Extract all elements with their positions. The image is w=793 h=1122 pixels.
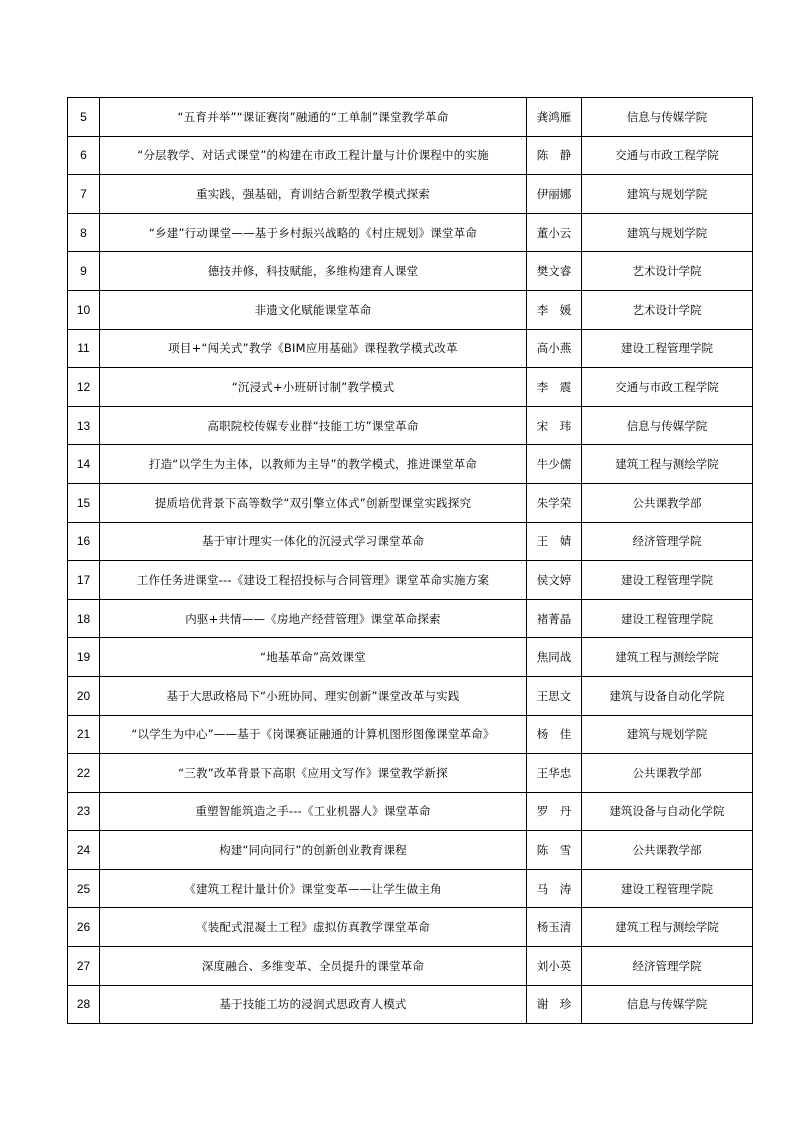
table-row — [68, 406, 753, 445]
row-number: 21 — [68, 715, 100, 754]
person-name: 陈 静 — [527, 136, 582, 175]
person-name: 杨玉清 — [527, 908, 582, 947]
table-row — [68, 98, 753, 137]
project-title: 提质培优背景下高等数学“双引擎立体式”创新型课堂实践探究 — [100, 483, 527, 522]
table-row — [68, 561, 753, 600]
department-name: 艺术设计学院 — [582, 290, 753, 329]
table-row — [68, 869, 753, 908]
department-name: 公共课教学部 — [582, 483, 753, 522]
person-name: 侯文婷 — [527, 561, 582, 600]
row-number: 16 — [68, 522, 100, 561]
table-row — [68, 638, 753, 677]
row-number: 10 — [68, 290, 100, 329]
person-name: 牛少儒 — [527, 445, 582, 484]
project-table — [67, 97, 753, 1024]
row-number: 25 — [68, 869, 100, 908]
person-name: 陈 雪 — [527, 831, 582, 870]
project-title: 非遗文化赋能课堂革命 — [100, 290, 527, 329]
row-number: 8 — [68, 213, 100, 252]
project-title: “乡建”行动课堂——基于乡村振兴战略的《村庄规划》课堂革命 — [100, 213, 527, 252]
project-title: 深度融合、多维变革、全员提升的课堂革命 — [100, 947, 527, 986]
project-title: 构建“同向同行”的创新创业教育课程 — [100, 831, 527, 870]
project-title: 重塑智能筑造之手---《工业机器人》课堂革命 — [100, 792, 527, 831]
person-name: 焦同战 — [527, 638, 582, 677]
department-name: 建筑工程与测绘学院 — [582, 908, 753, 947]
table-row — [68, 483, 753, 522]
table-row — [68, 947, 753, 986]
project-title: “五育并举”“课证赛岗”融通的“工单制”课堂教学革命 — [100, 98, 527, 137]
row-number: 6 — [68, 136, 100, 175]
table-row — [68, 175, 753, 214]
person-name: 龚鸿雁 — [527, 98, 582, 137]
table-row — [68, 908, 753, 947]
table-row — [68, 136, 753, 175]
project-title: 打造“以学生为主体，以教师为主导”的教学模式，推进课堂革命 — [100, 445, 527, 484]
row-number: 18 — [68, 599, 100, 638]
row-number: 7 — [68, 175, 100, 214]
project-title: 德技并修，科技赋能，多维构建育人课堂 — [100, 252, 527, 291]
project-title: “分层教学、对话式课堂”的构建在市政工程计量与计价课程中的实施 — [100, 136, 527, 175]
project-title: 基于审计理实一体化的沉浸式学习课堂革命 — [100, 522, 527, 561]
project-title: “以学生为中心”——基于《岗课赛证融通的计算机图形图像课堂革命》 — [100, 715, 527, 754]
project-title: 基于大思政格局下“小班协同、理实创新”课堂改革与实践 — [100, 676, 527, 715]
department-name: 建设工程管理学院 — [582, 329, 753, 368]
row-number: 28 — [68, 985, 100, 1024]
department-name: 公共课教学部 — [582, 831, 753, 870]
row-number: 19 — [68, 638, 100, 677]
row-number: 12 — [68, 368, 100, 407]
person-name: 董小云 — [527, 213, 582, 252]
department-name: 经济管理学院 — [582, 947, 753, 986]
department-name: 交通与市政工程学院 — [582, 136, 753, 175]
person-name: 褚菁晶 — [527, 599, 582, 638]
project-title: 基于技能工坊的浸润式思政育人模式 — [100, 985, 527, 1024]
person-name: 高小燕 — [527, 329, 582, 368]
row-number: 23 — [68, 792, 100, 831]
department-name: 建设工程管理学院 — [582, 869, 753, 908]
row-number: 5 — [68, 98, 100, 137]
table-row — [68, 290, 753, 329]
project-title: “地基革命”高效课堂 — [100, 638, 527, 677]
department-name: 建筑工程与测绘学院 — [582, 445, 753, 484]
row-number: 14 — [68, 445, 100, 484]
row-number: 22 — [68, 754, 100, 793]
person-name: 王华忠 — [527, 754, 582, 793]
project-title: 项目+“闯关式”教学《BIM应用基础》课程教学模式改革 — [100, 329, 527, 368]
department-name: 建筑与规划学院 — [582, 213, 753, 252]
department-name: 经济管理学院 — [582, 522, 753, 561]
table-row — [68, 599, 753, 638]
department-name: 建筑设备与自动化学院 — [582, 792, 753, 831]
table-row — [68, 985, 753, 1024]
department-name: 建筑与设备自动化学院 — [582, 676, 753, 715]
row-number: 24 — [68, 831, 100, 870]
department-name: 信息与传媒学院 — [582, 985, 753, 1024]
person-name: 伊丽娜 — [527, 175, 582, 214]
person-name: 李 震 — [527, 368, 582, 407]
table-row — [68, 676, 753, 715]
table-row — [68, 368, 753, 407]
department-name: 建筑与规划学院 — [582, 715, 753, 754]
table-row — [68, 252, 753, 291]
table-row — [68, 445, 753, 484]
person-name: 刘小英 — [527, 947, 582, 986]
row-number: 11 — [68, 329, 100, 368]
department-name: 艺术设计学院 — [582, 252, 753, 291]
department-name: 建筑与规划学院 — [582, 175, 753, 214]
department-name: 公共课教学部 — [582, 754, 753, 793]
person-name: 王 婧 — [527, 522, 582, 561]
department-name: 信息与传媒学院 — [582, 406, 753, 445]
department-name: 建设工程管理学院 — [582, 561, 753, 600]
table-row — [68, 831, 753, 870]
project-title: 重实践，强基础，育训结合新型教学模式探索 — [100, 175, 527, 214]
person-name: 樊文睿 — [527, 252, 582, 291]
department-name: 信息与传媒学院 — [582, 98, 753, 137]
row-number: 20 — [68, 676, 100, 715]
row-number: 26 — [68, 908, 100, 947]
table-row — [68, 329, 753, 368]
person-name: 宋 玮 — [527, 406, 582, 445]
department-name: 建筑工程与测绘学院 — [582, 638, 753, 677]
table-body — [68, 98, 753, 1024]
row-number: 27 — [68, 947, 100, 986]
row-number: 9 — [68, 252, 100, 291]
table-row — [68, 522, 753, 561]
row-number: 17 — [68, 561, 100, 600]
person-name: 朱学荣 — [527, 483, 582, 522]
project-title: 内驱+共情——《房地产经营管理》课堂革命探索 — [100, 599, 527, 638]
project-title: 《建筑工程计量计价》课堂变革——让学生做主角 — [100, 869, 527, 908]
row-number: 15 — [68, 483, 100, 522]
table-row — [68, 715, 753, 754]
row-number: 13 — [68, 406, 100, 445]
person-name: 罗 丹 — [527, 792, 582, 831]
person-name: 马 涛 — [527, 869, 582, 908]
project-title: “沉浸式+小班研讨制”教学模式 — [100, 368, 527, 407]
table-row — [68, 213, 753, 252]
project-title: 高职院校传媒专业群“技能工坊”课堂革命 — [100, 406, 527, 445]
table-row — [68, 754, 753, 793]
person-name: 谢 珍 — [527, 985, 582, 1024]
person-name: 王思文 — [527, 676, 582, 715]
person-name: 李 媛 — [527, 290, 582, 329]
project-title: 《装配式混凝土工程》虚拟仿真教学课堂革命 — [100, 908, 527, 947]
table-row — [68, 792, 753, 831]
project-title: 工作任务进课堂---《建设工程招投标与合同管理》课堂革命实施方案 — [100, 561, 527, 600]
department-name: 交通与市政工程学院 — [582, 368, 753, 407]
project-title: “三教”改革背景下高职《应用文写作》课堂教学新探 — [100, 754, 527, 793]
department-name: 建设工程管理学院 — [582, 599, 753, 638]
person-name: 杨 佳 — [527, 715, 582, 754]
